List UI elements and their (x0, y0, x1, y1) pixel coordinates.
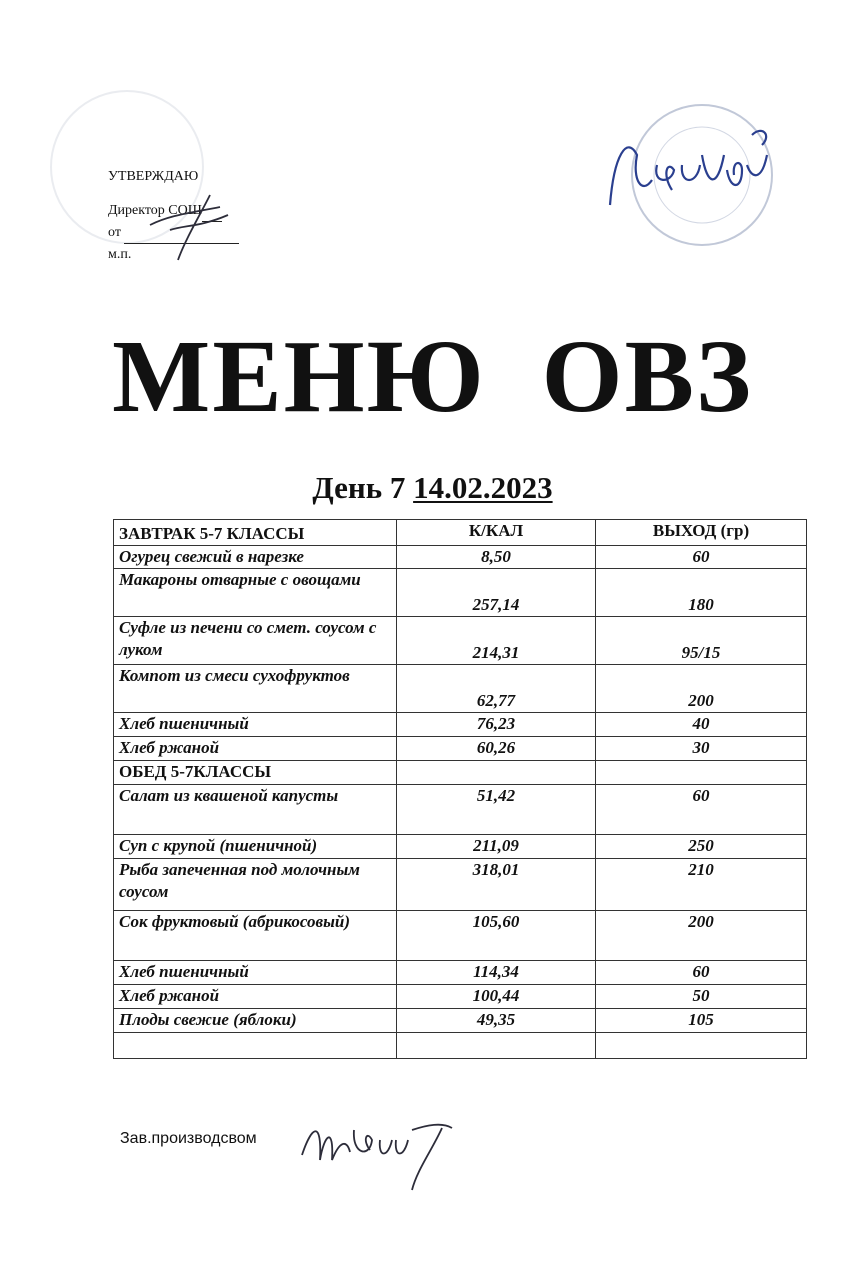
table-row (114, 1009, 807, 1033)
dish-name: Плоды свежие (яблоки) (114, 1009, 397, 1033)
lunch-section-row (114, 761, 807, 785)
dish-kcal: 60,26 (397, 737, 596, 761)
dish-kcal: 49,35 (397, 1009, 596, 1033)
header-weight: ВЫХОД (гр) (596, 520, 807, 546)
table-row (114, 985, 807, 1009)
table-row (114, 835, 807, 859)
menu-date: 14.02.2023 (413, 470, 553, 505)
dish-name: Хлеб пшеничный (114, 961, 397, 985)
dish-name: Салат из квашеной капусты (114, 785, 397, 835)
table-row (114, 665, 807, 713)
lunch-header: ОБЕД 5-7КЛАССЫ (114, 761, 397, 785)
empty-cell (596, 1033, 807, 1059)
dish-weight: 40 (596, 713, 807, 737)
empty-cell (397, 761, 596, 785)
dish-name: Хлеб ржаной (114, 985, 397, 1009)
table-row (114, 737, 807, 761)
table-header-row (114, 520, 807, 546)
dish-weight: 60 (596, 785, 807, 835)
menu-table (113, 519, 807, 1059)
dish-kcal: 318,01 (397, 859, 596, 911)
dish-kcal: 214,31 (397, 617, 596, 665)
dish-weight: 60 (596, 546, 807, 569)
official-stamp (602, 95, 777, 255)
dish-name: Хлеб ржаной (114, 737, 397, 761)
dish-weight: 50 (596, 985, 807, 1009)
seal-label: м.п. (108, 247, 132, 262)
dish-weight: 95/15 (596, 617, 807, 665)
dish-kcal: 51,42 (397, 785, 596, 835)
table-row (114, 911, 807, 961)
dish-name: Суп с крупой (пшеничной) (114, 835, 397, 859)
dish-weight: 30 (596, 737, 807, 761)
header-breakfast: ЗАВТРАК 5-7 КЛАССЫ (114, 520, 397, 546)
from-label: от (108, 225, 121, 240)
dish-name: Хлеб пшеничный (114, 713, 397, 737)
table-row (114, 961, 807, 985)
dish-weight: 60 (596, 961, 807, 985)
dish-weight: 105 (596, 1009, 807, 1033)
dish-kcal: 100,44 (397, 985, 596, 1009)
manager-signature (292, 1110, 467, 1195)
dish-kcal: 76,23 (397, 713, 596, 737)
dish-name: Огурец свежий в нарезке (114, 546, 397, 569)
table-row (114, 617, 807, 665)
empty-cell (596, 761, 807, 785)
dish-kcal: 62,77 (397, 665, 596, 713)
day-subtitle (0, 468, 865, 508)
dish-kcal: 211,09 (397, 835, 596, 859)
page-title: МЕНЮ ОВЗ (112, 319, 753, 434)
dish-name: Рыба запеченная под молочным соусом (114, 859, 397, 911)
table-row (114, 546, 807, 569)
dish-kcal: 105,60 (397, 911, 596, 961)
dish-weight: 180 (596, 569, 807, 617)
day-label: День 7 (312, 470, 406, 505)
director-signature (140, 185, 235, 265)
dish-kcal: 8,50 (397, 546, 596, 569)
dish-weight: 200 (596, 665, 807, 713)
table-row (114, 785, 807, 835)
empty-row (114, 1033, 807, 1059)
director-label: Директор СОШ (108, 203, 202, 218)
dish-name: Сок фруктовый (абрикосовый) (114, 911, 397, 961)
table-row (114, 569, 807, 617)
dish-weight: 200 (596, 911, 807, 961)
empty-cell (397, 1033, 596, 1059)
dish-name: Компот из смеси сухофруктов (114, 665, 397, 713)
dish-kcal: 257,14 (397, 569, 596, 617)
dish-kcal: 114,34 (397, 961, 596, 985)
dish-name: Макароны отварные с овощами (114, 569, 397, 617)
empty-cell (114, 1033, 397, 1059)
table-row (114, 713, 807, 737)
approve-label: УТВЕРЖДАЮ (108, 169, 199, 184)
production-manager-label: Зав.производсвом (120, 1130, 257, 1147)
dish-weight: 210 (596, 859, 807, 911)
dish-weight: 250 (596, 835, 807, 859)
table-row (114, 859, 807, 911)
header-kcal: К/КАЛ (397, 520, 596, 546)
dish-name: Суфле из печени со смет. соусом с луком (114, 617, 397, 665)
